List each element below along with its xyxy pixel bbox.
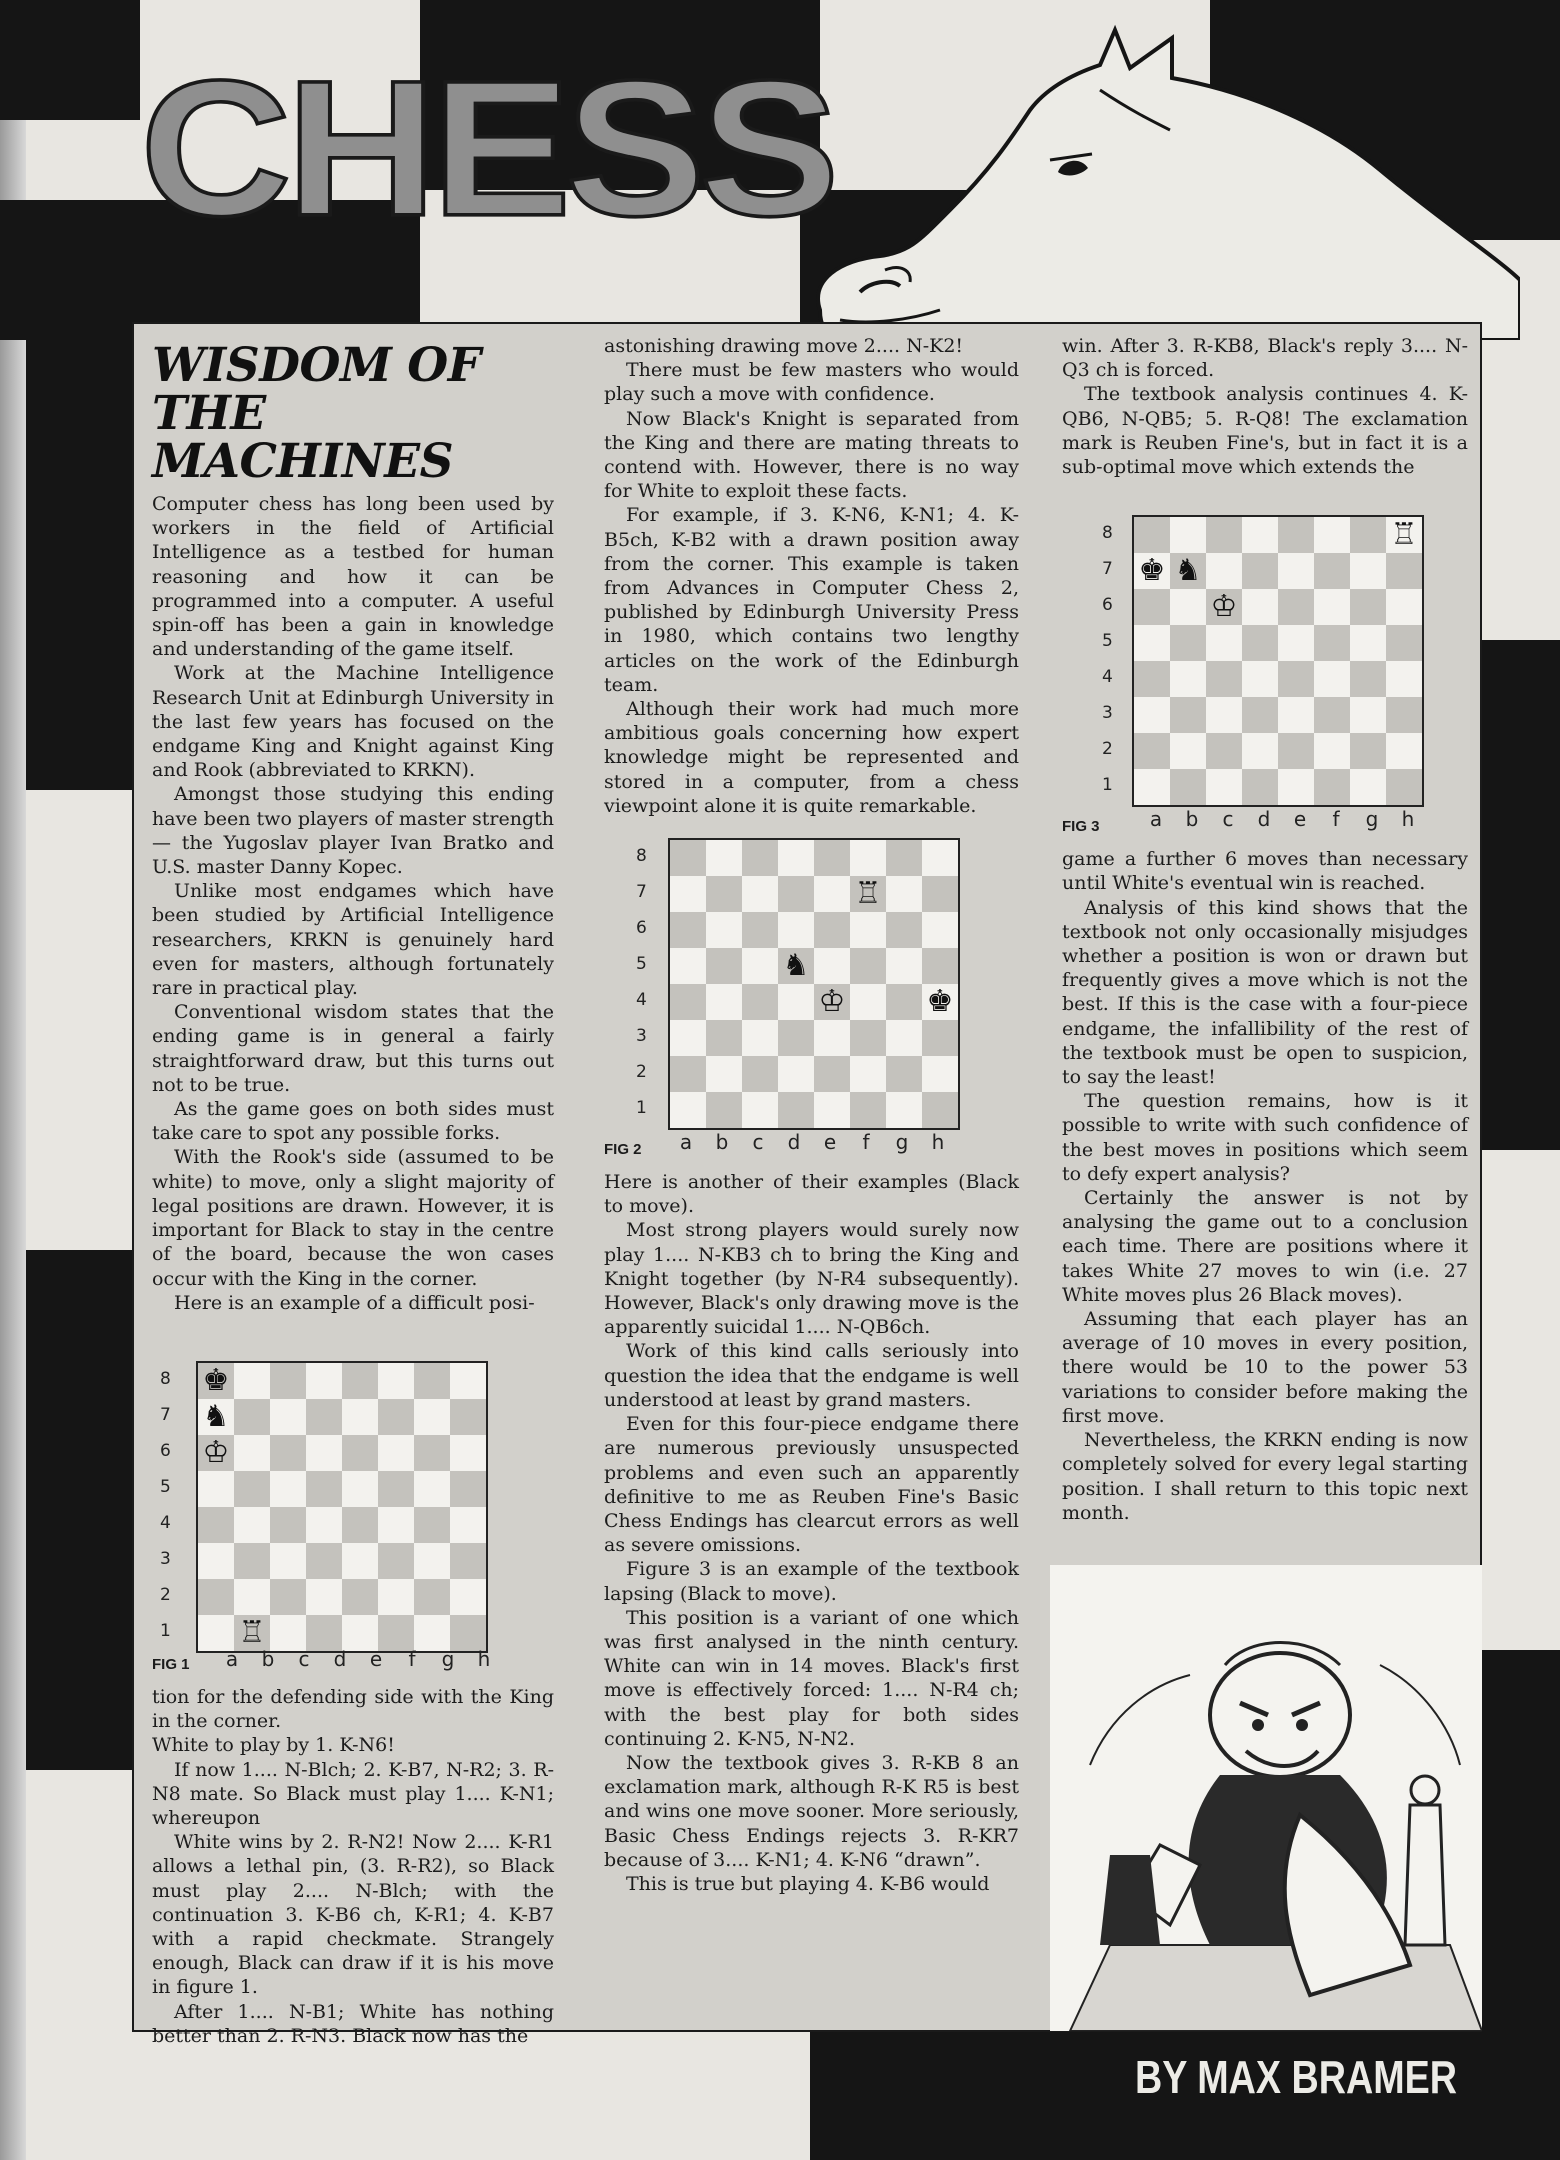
file-labels: a b c d e f g h <box>679 1130 945 1155</box>
chess-board <box>668 838 960 1130</box>
square-d8 <box>1242 517 1278 553</box>
square-h2 <box>450 1579 486 1615</box>
bg-square <box>0 0 140 120</box>
square-e7 <box>814 876 850 912</box>
square-b6 <box>234 1435 270 1471</box>
square-a8 <box>198 1363 234 1399</box>
square-b4 <box>1170 661 1206 697</box>
paragraph: Here is an example of a difficult posi- <box>174 1291 535 1314</box>
square-e6 <box>814 912 850 948</box>
square-b1 <box>1170 769 1206 805</box>
square-d2 <box>1242 733 1278 769</box>
rank-labels: 8 7 6 5 4 3 2 1 <box>636 846 647 1119</box>
square-h4 <box>1386 661 1422 697</box>
paragraph: win. After 3. R-KB8, Black's reply 3.... N-Q3 ch is forced. <box>1062 335 1468 382</box>
square-h6 <box>1386 589 1422 625</box>
square-c3 <box>742 1020 778 1056</box>
square-f6 <box>850 912 886 948</box>
square-d6 <box>1242 589 1278 625</box>
chess-piece-a6: ♔ <box>202 1434 230 1470</box>
paragraph: Amongst those studying this ending have been two players of master strength — the Yugoslav player Ivan Bratko and U.S. master Danny Kopec. <box>152 783 554 879</box>
square-g1 <box>1350 769 1386 805</box>
paragraph: Computer chess has long been used by workers in the field of Artificial Intelligence as a testbed for human reasoning and how it can be programmed into a computer. A useful spin-off has been a gain in knowledge and understanding of the game itself. <box>152 493 554 661</box>
square-d6 <box>778 912 814 948</box>
paragraph: White to play by 1. K-N6! <box>152 1734 395 1757</box>
square-h7 <box>450 1399 486 1435</box>
square-c1 <box>1206 769 1242 805</box>
square-f1 <box>378 1615 414 1651</box>
square-f3 <box>850 1020 886 1056</box>
square-d5 <box>1242 625 1278 661</box>
square-d8 <box>778 840 814 876</box>
square-g6 <box>886 912 922 948</box>
square-a6 <box>1134 589 1170 625</box>
square-f2 <box>378 1579 414 1615</box>
paragraph: astonishing drawing move 2.... N-K2! <box>604 335 964 357</box>
file-labels: a b c d e f g h <box>225 1646 491 1671</box>
square-h1 <box>1386 769 1422 805</box>
square-b5 <box>706 948 742 984</box>
square-g8 <box>1350 517 1386 553</box>
rank-labels: 8 7 6 5 4 3 2 1 <box>160 1368 171 1641</box>
square-h1 <box>922 1092 958 1128</box>
square-f5 <box>378 1471 414 1507</box>
square-a4 <box>1134 661 1170 697</box>
paragraph: There must be few masters who would play such a move with confidence. <box>604 359 1019 406</box>
square-c4 <box>270 1507 306 1543</box>
figure-label: FIG 3 <box>1062 818 1100 836</box>
square-d7 <box>306 1399 342 1435</box>
bg-square <box>26 1250 132 1770</box>
paragraph: Conventional wisdom states that the ending game is in general a fairly straightforward draw, but this turns out not to be true. <box>152 1001 554 1096</box>
square-e3 <box>342 1543 378 1579</box>
square-b3 <box>234 1543 270 1579</box>
chess-piece-e4: ♔ <box>818 984 846 1020</box>
chess-piece-c6: ♔ <box>1210 589 1238 625</box>
figure-2 <box>604 818 1019 1170</box>
square-d3 <box>1242 697 1278 733</box>
square-e6 <box>342 1435 378 1471</box>
square-b4 <box>706 984 742 1020</box>
square-e5 <box>814 948 850 984</box>
square-a1 <box>1134 769 1170 805</box>
chess-piece-h4: ♚ <box>926 984 954 1020</box>
square-b8 <box>706 840 742 876</box>
square-b7 <box>234 1399 270 1435</box>
square-f4 <box>1314 661 1350 697</box>
square-g3 <box>1350 697 1386 733</box>
square-e4 <box>814 984 850 1020</box>
paragraph: The question remains, how is it possible to write with such confidence of the best moves in positions which seem to defy expert analysis? <box>1062 1090 1468 1185</box>
square-a5 <box>198 1471 234 1507</box>
square-d8 <box>306 1363 342 1399</box>
square-e5 <box>1278 625 1314 661</box>
square-c4 <box>1206 661 1242 697</box>
column-3 <box>1062 334 1468 1525</box>
square-e2 <box>1278 733 1314 769</box>
square-e1 <box>814 1092 850 1128</box>
square-e8 <box>814 840 850 876</box>
square-a8 <box>1134 517 1170 553</box>
square-b5 <box>1170 625 1206 661</box>
square-h5 <box>922 948 958 984</box>
square-a5 <box>670 948 706 984</box>
square-e7 <box>1278 553 1314 589</box>
square-e1 <box>342 1615 378 1651</box>
square-g5 <box>414 1471 450 1507</box>
square-h2 <box>1386 733 1422 769</box>
paragraph: For example, if 3. K-N6, K-N1; 4. K-B5ch, K-B2 with a drawn position away from the corner. This example is taken from Advances in Computer Chess 2, published by Edinburgh University Press in 1980, which contains two lengthy articles on the work of the Edinburgh team. <box>604 504 1019 696</box>
figure-1 <box>152 1315 554 1685</box>
square-a6 <box>670 912 706 948</box>
square-h8 <box>1386 517 1422 553</box>
paragraph: Here is another of their examples (Black to move). <box>604 1171 1019 1218</box>
paragraph: Now Black's Knight is separated from the King and there are mating threats to contend with. However, there is no way for White to exploit these facts. <box>604 407 1019 503</box>
square-g5 <box>1350 625 1386 661</box>
square-g2 <box>1350 733 1386 769</box>
square-c6 <box>270 1435 306 1471</box>
square-f8 <box>378 1363 414 1399</box>
square-h5 <box>450 1471 486 1507</box>
chess-piece-a8: ♚ <box>202 1362 230 1398</box>
square-g7 <box>414 1399 450 1435</box>
square-h3 <box>450 1543 486 1579</box>
square-c4 <box>742 984 778 1020</box>
square-f3 <box>378 1543 414 1579</box>
paragraph: Although their work had much more ambitious goals concerning how expert knowledge might be represented and stored in a computer, from a chess viewpoint alone it is quite remarkable. <box>604 698 1019 817</box>
square-g6 <box>1350 589 1386 625</box>
square-e4 <box>342 1507 378 1543</box>
square-d2 <box>778 1056 814 1092</box>
square-f6 <box>1314 589 1350 625</box>
paragraph: tion for the defending side with the King in the corner. <box>152 1685 554 1733</box>
square-g2 <box>414 1579 450 1615</box>
square-c5 <box>1206 625 1242 661</box>
square-g3 <box>414 1543 450 1579</box>
paragraph: Certainly the answer is not by analysing the game out to a conclusion each time. There are positions where it takes White 27 moves to win (i.e. 27 White moves plus 26 Black moves). <box>1062 1187 1468 1306</box>
square-f8 <box>1314 517 1350 553</box>
square-h4 <box>922 984 958 1020</box>
square-d3 <box>306 1543 342 1579</box>
chess-piece-h8: ♖ <box>1390 517 1418 553</box>
square-f6 <box>378 1435 414 1471</box>
square-c8 <box>270 1363 306 1399</box>
byline: BY MAX BRAMER <box>1135 2051 1458 2103</box>
chess-board <box>1132 515 1424 807</box>
square-c7 <box>1206 553 1242 589</box>
headline-line-2: THE MACHINES <box>152 386 454 489</box>
square-a1 <box>198 1615 234 1651</box>
square-d5 <box>778 948 814 984</box>
square-b8 <box>1170 517 1206 553</box>
square-f3 <box>1314 697 1350 733</box>
square-c2 <box>1206 733 1242 769</box>
square-c5 <box>270 1471 306 1507</box>
square-a2 <box>670 1056 706 1092</box>
square-b8 <box>234 1363 270 1399</box>
square-a7 <box>1134 553 1170 589</box>
square-a4 <box>198 1507 234 1543</box>
square-f7 <box>378 1399 414 1435</box>
square-e3 <box>1278 697 1314 733</box>
paragraph: With the Rook's side (assumed to be white) to move, only a slight majority of legal positions are drawn. However, it is important for Black to stay in the centre of the board, because the won cases occur with the King in the corner. <box>152 1146 554 1290</box>
square-b1 <box>234 1615 270 1651</box>
square-e7 <box>342 1399 378 1435</box>
square-f5 <box>850 948 886 984</box>
square-h6 <box>922 912 958 948</box>
square-e8 <box>1278 517 1314 553</box>
square-f7 <box>1314 553 1350 589</box>
square-a7 <box>670 876 706 912</box>
square-b3 <box>1170 697 1206 733</box>
square-e1 <box>1278 769 1314 805</box>
square-g3 <box>886 1020 922 1056</box>
square-f4 <box>378 1507 414 1543</box>
square-e4 <box>1278 661 1314 697</box>
masthead-title: CHESS <box>140 40 834 257</box>
square-h1 <box>450 1615 486 1651</box>
square-a7 <box>198 1399 234 1435</box>
square-c6 <box>1206 589 1242 625</box>
square-c2 <box>742 1056 778 1092</box>
paragraph: As the game goes on both sides must take care to spot any possible forks. <box>152 1098 554 1145</box>
square-e2 <box>814 1056 850 1092</box>
paragraph: Work of this kind calls seriously into question the idea that the endgame is well understood at least by grand masters. <box>604 1340 1019 1411</box>
square-a8 <box>670 840 706 876</box>
square-g4 <box>886 984 922 1020</box>
chess-piece-a7: ♞ <box>202 1398 230 1434</box>
paragraph: Work at the Machine Intelligence Research Unit at Edinburgh University in the last few years has focused on the endgame King and Knight against King and Rook (abbreviated to KRKN). <box>152 662 554 782</box>
square-c8 <box>1206 517 1242 553</box>
square-g5 <box>886 948 922 984</box>
square-d6 <box>306 1435 342 1471</box>
figure-label: FIG 1 <box>152 1655 190 1673</box>
chess-piece-b7: ♞ <box>1174 553 1202 589</box>
square-f7 <box>850 876 886 912</box>
square-h7 <box>1386 553 1422 589</box>
square-g4 <box>414 1507 450 1543</box>
paragraph: game a further 6 moves than necessary until White's eventual win is reached. <box>1062 848 1468 895</box>
square-h4 <box>450 1507 486 1543</box>
paragraph: This is true but playing 4. K-B6 would <box>626 1872 990 1895</box>
square-d5 <box>306 1471 342 1507</box>
square-e6 <box>1278 589 1314 625</box>
square-b4 <box>234 1507 270 1543</box>
square-a1 <box>670 1092 706 1128</box>
square-e3 <box>814 1020 850 1056</box>
square-g6 <box>414 1435 450 1471</box>
square-f5 <box>1314 625 1350 661</box>
bg-square <box>26 340 132 790</box>
column-2 <box>604 334 1019 1896</box>
rank-labels: 8 7 6 5 4 3 2 1 <box>1102 523 1113 796</box>
square-b7 <box>706 876 742 912</box>
figure-3 <box>1062 479 1468 847</box>
square-a5 <box>1134 625 1170 661</box>
square-d7 <box>778 876 814 912</box>
headline <box>152 338 554 489</box>
square-b2 <box>234 1579 270 1615</box>
chess-piece-a7: ♚ <box>1138 553 1166 589</box>
square-c3 <box>1206 697 1242 733</box>
square-e5 <box>342 1471 378 1507</box>
column-1 <box>152 334 554 2048</box>
square-d2 <box>306 1579 342 1615</box>
square-b2 <box>706 1056 742 1092</box>
square-c1 <box>742 1092 778 1128</box>
bg-square <box>1482 640 1560 1150</box>
paragraph: Nevertheless, the KRKN ending is now completely solved for every legal starting position. I shall return to this topic next month. <box>1062 1429 1468 1524</box>
square-d4 <box>1242 661 1278 697</box>
square-f1 <box>850 1092 886 1128</box>
paragraph: Even for this four-piece endgame there are numerous previously unsuspected problems and even such an apparently definitive to me as Reuben Fine's Basic Chess Endings has clearcut errors as well as severe omissions. <box>604 1413 1019 1557</box>
square-a3 <box>670 1020 706 1056</box>
square-g7 <box>886 876 922 912</box>
square-h6 <box>450 1435 486 1471</box>
square-h3 <box>1386 697 1422 733</box>
square-g1 <box>886 1092 922 1128</box>
square-f4 <box>850 984 886 1020</box>
square-g2 <box>886 1056 922 1092</box>
square-h3 <box>922 1020 958 1056</box>
square-c1 <box>270 1615 306 1651</box>
square-c8 <box>742 840 778 876</box>
square-c5 <box>742 948 778 984</box>
square-d1 <box>778 1092 814 1128</box>
paragraph: Unlike most endgames which have been studied by Artificial Intelligence researchers, KRKN is genuinely hard even for masters, although fortunately rare in practical play. <box>152 880 554 1000</box>
square-g4 <box>1350 661 1386 697</box>
square-b2 <box>1170 733 1206 769</box>
square-a3 <box>198 1543 234 1579</box>
square-e8 <box>342 1363 378 1399</box>
square-a4 <box>670 984 706 1020</box>
paragraph: This position is a variant of one which was first analysed in the ninth century. White can win in 14 moves. Black's first move is effectively forced: 1.... N-R4 ch; with the best play for both sides continuing 2. K-N5, N-N2. <box>604 1606 1019 1750</box>
square-d1 <box>1242 769 1278 805</box>
figure-label: FIG 2 <box>604 1141 642 1159</box>
square-b1 <box>706 1092 742 1128</box>
square-b6 <box>706 912 742 948</box>
square-h8 <box>450 1363 486 1399</box>
square-c6 <box>742 912 778 948</box>
square-g8 <box>414 1363 450 1399</box>
square-h7 <box>922 876 958 912</box>
square-a6 <box>198 1435 234 1471</box>
square-c2 <box>270 1579 306 1615</box>
square-d1 <box>306 1615 342 1651</box>
headline-line-1: WISDOM OF <box>152 338 481 393</box>
square-g8 <box>886 840 922 876</box>
square-a2 <box>198 1579 234 1615</box>
square-f2 <box>850 1056 886 1092</box>
square-h8 <box>922 840 958 876</box>
square-d4 <box>306 1507 342 1543</box>
square-d7 <box>1242 553 1278 589</box>
cartoon-chess-player-illustration <box>1050 1565 1482 2031</box>
knight-head-illustration <box>800 20 1520 340</box>
paragraph: White wins by 2. R-N2! Now 2.... K-R1 allows a lethal pin, (3. R-R2), so Black must play 2.... N-Blch; with the continuation 3. K-B6 ch, K-R1; 4. K-B7 with a rapid checkmate. Strangely enough, Black can draw if it is his move in figure 1. <box>152 1831 554 1999</box>
paragraph: Now the textbook gives 3. R-KB 8 an exclamation mark, although R-K R5 is best and wins one move sooner. More seriously, Basic Chess Endings rejects 3. R-KR7 because of 3.... K-N1; 4. K-N6 “drawn”. <box>604 1751 1019 1871</box>
chess-piece-f7: ♖ <box>854 876 882 912</box>
square-b5 <box>234 1471 270 1507</box>
square-d4 <box>778 984 814 1020</box>
square-c3 <box>270 1543 306 1579</box>
paragraph: If now 1.... N-Blch; 2. K-B7, N-R2; 3. R-N8 mate. So Black must play 1.... K-N1; whereupon <box>152 1758 554 1829</box>
square-f1 <box>1314 769 1350 805</box>
square-c7 <box>742 876 778 912</box>
square-b7 <box>1170 553 1206 589</box>
square-a2 <box>1134 733 1170 769</box>
square-h5 <box>1386 625 1422 661</box>
square-h2 <box>922 1056 958 1092</box>
file-labels: a b c d e f g h <box>1149 807 1415 832</box>
chess-piece-d5: ♞ <box>782 948 810 984</box>
square-f8 <box>850 840 886 876</box>
paragraph: Analysis of this kind shows that the textbook not only occasionally misjudges whether a position is won or drawn but frequently gives a move which is not the best. If this is the case with a four-piece endgame, the infallibility of the rest of the textbook must be open to suspicion, to say the least! <box>1062 896 1468 1089</box>
chess-piece-b1: ♖ <box>238 1614 266 1650</box>
square-d3 <box>778 1020 814 1056</box>
square-g1 <box>414 1615 450 1651</box>
square-b6 <box>1170 589 1206 625</box>
chess-board <box>196 1361 488 1653</box>
square-e2 <box>342 1579 378 1615</box>
square-g7 <box>1350 553 1386 589</box>
square-a3 <box>1134 697 1170 733</box>
square-b3 <box>706 1020 742 1056</box>
paragraph: After 1.... N-B1; White has nothing better than 2. R-N3. Black now has the <box>152 2000 554 2047</box>
paragraph: Figure 3 is an example of the textbook lapsing (Black to move). <box>604 1558 1019 1605</box>
square-c7 <box>270 1399 306 1435</box>
square-f2 <box>1314 733 1350 769</box>
paragraph: The textbook analysis continues 4. K-QB6, N-QB5; 5. R-Q8! The exclamation mark is Reuben Fine's, but in fact it is a sub-optimal move which extends the <box>1062 383 1468 479</box>
paragraph: Assuming that each player has an average of 10 moves in every position, there would be 10 to the power 53 variations to consider before making the first move. <box>1062 1308 1468 1427</box>
paragraph: Most strong players would surely now play 1.... N-KB3 ch to bring the King and Knight together (by N-R4 subsequently). However, Black's only drawing move is the apparently suicidal 1.... N-QB6ch. <box>604 1219 1019 1339</box>
